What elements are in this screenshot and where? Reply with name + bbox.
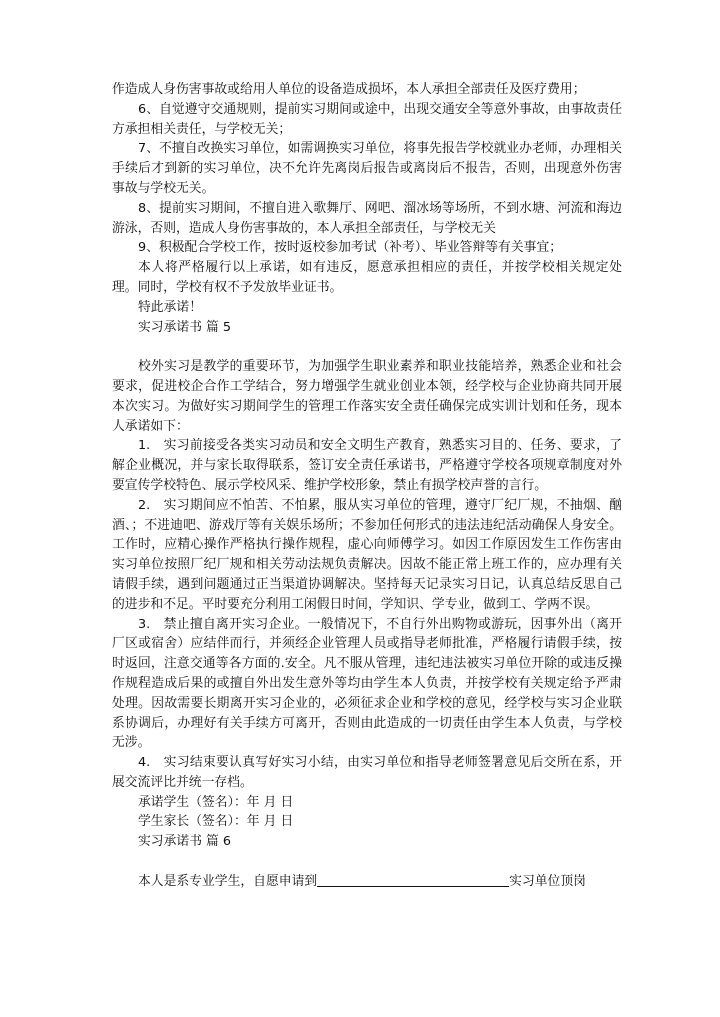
blank-underline: [317, 872, 509, 887]
section-heading-6: 实习承诺书 篇 6: [138, 834, 232, 850]
document-page: [112, 80, 622, 892]
application-text-end: 实习单位顶岗: [509, 873, 586, 889]
paragraph-closing: 特此承诺！: [138, 299, 202, 315]
spacer: [112, 337, 622, 357]
application-text-start: 本人是系专业学生，自愿申请到: [138, 873, 318, 889]
paragraph-intro: 校外实习是教学的重要环节，为加强学生职业素养和职业技能培养，熟悉企业和社会要求，促进校企合作工学结合，努力增强学生就业创业本领，经学校与企业协商共同开展本次实习。为做好实习期间学生的管理工作落实安全责任确保完成实训计划和任务，现本人承诺如下：: [112, 359, 622, 434]
paragraph-rule-2: 2. 实习期间应不怕苦、不怕累，服从实习单位的管理，遵守厂纪厂规，不抽烟、酗酒、；不进迪吧、游戏厅等有关娱乐场所；不参加任何形式的违法违纪活动确保人身安全。工作时，应精心操作严格执行操作规程，虚心向师傅学习。如因工作原因发生工作伤害由实习单位按照厂纪厂规和相关劳动法规负责解决。因故不能正常上班工作的，应办理有关请假手续，遇到问题通过正当渠道协调解决。坚持每天记录实习日记，认真总结反思自己的进步和不足。平时要充分利用工闲假日时间，学知识、学专业，做到工、学两不误。: [112, 497, 622, 612]
paragraph-rule-4: 4. 实习结束要认真写好实习小结，由实习单位和指导老师签署意见后交所在系，开展交流评比并统一存档。: [112, 755, 622, 790]
paragraph-rule-1: 1. 实习前接受各类实习动员和安全文明生产教育，熟悉实习目的、任务、要求，了解企业概况，并与家长取得联系，签订安全责任承诺书，严格遵守学校各项规章制度对外要宣传学校特色、展示学校风采、维护学校形象，禁止有损学校声誉的言行。: [112, 438, 622, 493]
paragraph-application: [112, 872, 622, 892]
paragraph-item-7: 7、不擅自改换实习单位，如需调换实习单位，将事先报告学校就业办老师，办理相关手续后才到新的实习单位，决不允许先离岗后报告或离岗后不报告，否则，出现意外伤害事故与学校无关。: [112, 141, 622, 196]
paragraph-item-8: 8、提前实习期间，不擅自进入歌舞厅、网吧、溜冰场等场所，不到水塘、河流和海边游泳，否则，造成人身伤害事故的，本人承担全部责任，与学校无关: [112, 200, 622, 236]
paragraph-rule-3: 3. 禁止擅自离开实习企业。一般情况下，不自行外出购物或游玩，因事外出（离开厂区或宿舍）应结伴而行，并须经企业管理人员或指导老师批准，严格履行请假手续，按时返回，注意交通等各方面的.安全。凡不服从管理，违纪违法被实习单位开除的或违反操作规程造成后果的或擅自外出发生意外等均由学生本人负责，并按学校有关规定给予严肃处理。因故需要长期离开实习企业的，必须征求企业和学校的意见，经学校与实习企业联系协调后，办理好有关手续方可离开，否则由此造成的一切责任由学生本人负责，与学校无涉。: [112, 616, 622, 751]
signature-parent: 学生家长（签名）：年 月 日: [138, 814, 294, 830]
paragraph-continuation: 作造成人身伤害事故或给用人单位的设备造成损坏，本人承担全部责任及医疗费用；: [112, 82, 586, 97]
section-heading-5: 实习承诺书 篇 5: [138, 319, 232, 335]
signature-student: 承诺学生（签名）：年 月 日: [138, 794, 294, 810]
paragraph-item-9: 9、积极配合学校工作，按时返校参加考试（补考）、毕业答辩等有关事宜；: [138, 240, 563, 256]
spacer: [112, 852, 622, 872]
paragraph-item-6: 6、自觉遵守交通规则，提前实习期间或途中，出现交通安全等意外事故，由事故责任方承担相关责任，与学校无关；: [112, 101, 622, 137]
paragraph-commitment: 本人将严格履行以上承诺，如有违反，愿意承担相应的责任，并按学校相关规定处理。同时，学校有权不予发放毕业证书。: [112, 260, 622, 295]
